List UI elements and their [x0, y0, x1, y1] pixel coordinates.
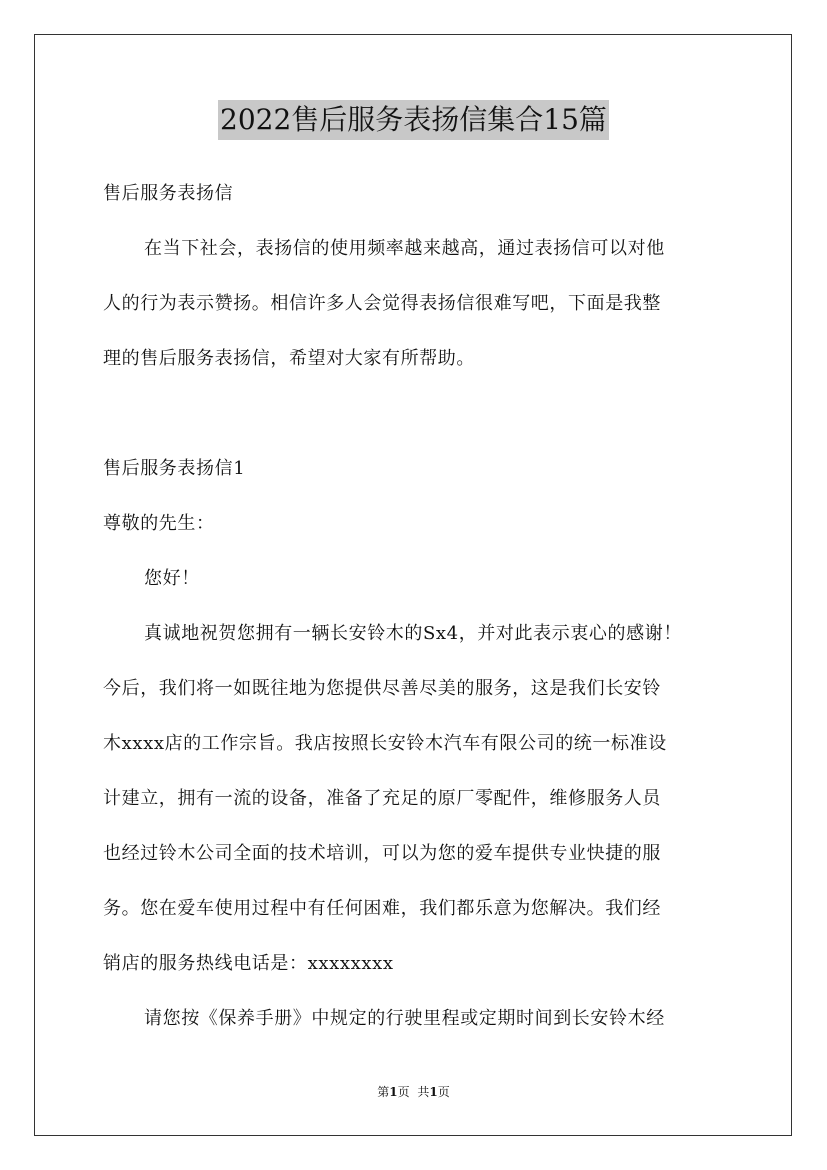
paragraph-line: 也经过铃木公司全面的技术培训，可以为您的爱车提供专业快捷的服: [103, 843, 661, 864]
paragraph-line: 今后，我们将一如既往地为您提供尽善尽美的服务，这是我们长安铃: [103, 678, 661, 699]
page-suffix: 页: [397, 1085, 410, 1099]
document-title-container: [0, 100, 827, 140]
paragraph-line: 真诚地祝贺您拥有一辆长安铃木的Sx4，并对此表示衷心的感谢！: [144, 623, 682, 644]
page-number: 1: [389, 1085, 398, 1099]
paragraph-line: 请您按《保养手册》中规定的行驶里程或定期时间到长安铃木经: [144, 1008, 665, 1029]
salutation: 尊敬的先生：: [103, 513, 215, 534]
page-footer: [0, 1084, 827, 1100]
paragraph-line: 务。您在爱车使用过程中有任何困难，我们都乐意为您解决。我们经: [103, 898, 661, 919]
paragraph-line: 计建立，拥有一流的设备，准备了充足的原厂零配件，维修服务人员: [103, 788, 661, 809]
section-heading: 售后服务表扬信: [103, 183, 234, 204]
paragraph-line: 人的行为表示赞扬。相信许多人会觉得表扬信很难写吧，下面是我整: [103, 293, 661, 314]
total-pages: 1: [429, 1085, 438, 1099]
total-prefix: 共: [417, 1085, 430, 1099]
page-prefix: 第: [377, 1085, 390, 1099]
paragraph-line: 理的售后服务表扬信，希望对大家有所帮助。: [103, 348, 475, 369]
document-body: [103, 166, 733, 1046]
total-suffix: 页: [437, 1085, 450, 1099]
paragraph-line: 销店的服务热线电话是：xxxxxxxx: [103, 953, 394, 974]
blank-line: [103, 386, 733, 441]
paragraph-line: 在当下社会，表扬信的使用频率越来越高，通过表扬信可以对他: [144, 238, 665, 259]
greeting: 您好！: [144, 568, 200, 589]
document-title: 2022售后服务表扬信集合15篇: [218, 100, 609, 140]
paragraph-line: 木xxxx店的工作宗旨。我店按照长安铃木汽车有限公司的统一标准设: [103, 733, 667, 754]
letter-heading: 售后服务表扬信1: [103, 458, 246, 479]
